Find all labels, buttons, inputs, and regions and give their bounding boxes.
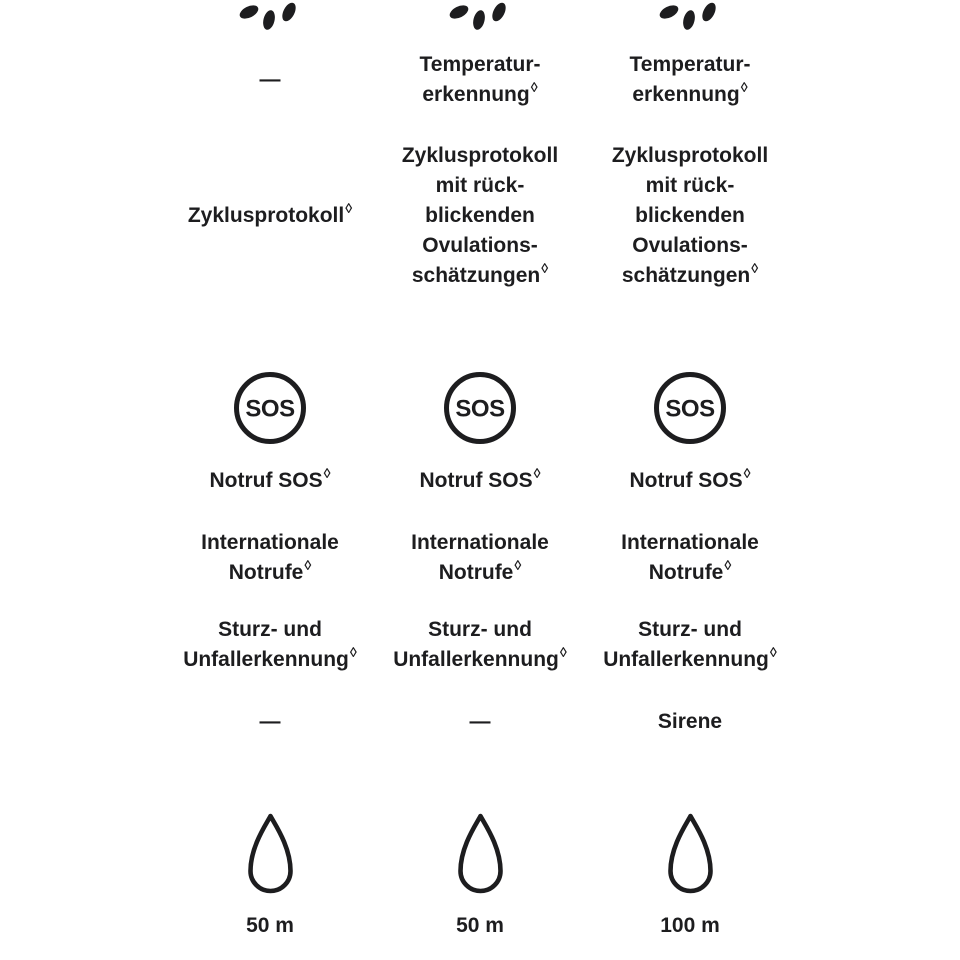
footnote-diamond: ◊ [559, 644, 567, 660]
cycle-tracking-col1 [165, 141, 375, 291]
row-emergency-sos-icon [165, 372, 795, 444]
feature-text: Zyklusprotokoll [401, 144, 559, 167]
feature-text: 50 m [246, 914, 294, 937]
feature-text-line [393, 645, 567, 675]
cycle-tracking-col3 [585, 141, 795, 291]
feature-text: erkennung [422, 83, 530, 106]
footnote-diamond: ◊ [751, 260, 759, 276]
not-available-dash [470, 707, 491, 737]
footnote-diamond: ◊ [541, 260, 549, 276]
feature-text-line [632, 231, 748, 261]
feature-text: Temperatur- [419, 53, 541, 76]
water-drop-icon [666, 813, 715, 895]
sos-circle-icon [654, 372, 726, 444]
feature-text-line [612, 141, 768, 171]
siren-col3 [585, 707, 795, 737]
feature-text-line [635, 201, 745, 231]
feature-text-line [630, 50, 751, 80]
siren-col1 [165, 707, 375, 737]
feature-text: Internationale [201, 531, 339, 554]
feature-text: Notruf SOS [629, 469, 743, 492]
comparison-grid [165, 0, 795, 960]
cycle-tracking-icon-col3 [585, 0, 795, 32]
temperature-sensing-col1 [165, 50, 375, 110]
feature-text-line [439, 558, 522, 588]
feature-text: Unfallerkennung [603, 648, 769, 671]
feature-text: Sturz- und [428, 618, 532, 641]
feature-text-line [419, 466, 540, 496]
feature-text: Sturz- und [218, 618, 322, 641]
feature-text-line [209, 466, 330, 496]
feature-text: Internationale [411, 531, 549, 554]
emergency-sos-col3 [585, 466, 795, 496]
feature-text-line [622, 261, 758, 291]
feature-text-line [422, 80, 537, 110]
footnote-diamond: ◊ [345, 200, 353, 216]
sos-circle-icon [444, 372, 516, 444]
feature-text-line [218, 615, 322, 645]
row-international-emergency-calling [165, 528, 795, 588]
feature-text-line [660, 911, 720, 941]
cycle-petals-icon [238, 0, 302, 32]
not-available-dash [260, 65, 281, 95]
feature-text-line [402, 141, 558, 171]
row-emergency-sos [165, 466, 795, 496]
feature-text-line [649, 558, 732, 588]
feature-text: blickenden [425, 204, 535, 227]
row-cycle-tracking-icon [165, 0, 795, 32]
feature-text: Sirene [657, 710, 723, 733]
feature-text-line [425, 201, 535, 231]
not-available-dash [260, 707, 281, 737]
emergency-sos-icon-col2 [375, 372, 585, 444]
feature-text: schätzungen [621, 264, 751, 287]
emergency-sos-col1 [165, 466, 375, 496]
feature-text-line [632, 80, 747, 110]
feature-text-line [188, 201, 352, 231]
footnote-diamond: ◊ [514, 557, 522, 573]
temperature-sensing-col3 [585, 50, 795, 110]
feature-text: Notrufe [648, 561, 724, 584]
footnote-diamond: ◊ [304, 557, 312, 573]
feature-text: Internationale [621, 531, 759, 554]
row-siren [165, 707, 795, 737]
feature-text: 50 m [456, 914, 504, 937]
footnote-diamond: ◊ [533, 465, 541, 481]
emergency-sos-col2 [375, 466, 585, 496]
feature-text-line [658, 707, 722, 737]
feature-text-line [428, 615, 532, 645]
international-emergency-calling-col1 [165, 528, 375, 588]
feature-text: — [469, 710, 491, 733]
feature-text: Notruf SOS [419, 469, 533, 492]
cycle-petals-icon [448, 0, 512, 32]
footnote-diamond: ◊ [323, 465, 331, 481]
sos-icon-label: SOS [245, 395, 295, 423]
international-emergency-calling-col3 [585, 528, 795, 588]
water-drop-icon [246, 813, 295, 895]
feature-text-line [183, 645, 357, 675]
feature-text: Sturz- und [638, 618, 742, 641]
cycle-tracking-col2 [375, 141, 585, 291]
footnote-diamond: ◊ [530, 79, 538, 95]
feature-text: Unfallerkennung [183, 648, 349, 671]
emergency-sos-icon-col3 [585, 372, 795, 444]
feature-text-line [603, 645, 777, 675]
cycle-tracking-icon-col1 [165, 0, 375, 32]
feature-text: Zyklusprotokoll [611, 144, 769, 167]
feature-text-line [436, 171, 525, 201]
fall-and-crash-detection-col2 [375, 615, 585, 675]
feature-text-line [646, 171, 735, 201]
footnote-diamond: ◊ [743, 465, 751, 481]
feature-text: 100 m [660, 914, 720, 937]
feature-text-line [411, 528, 549, 558]
feature-text: — [259, 68, 281, 91]
feature-text: blickenden [635, 204, 745, 227]
feature-text: mit rück- [645, 174, 735, 197]
water-resistance-icon-col3 [585, 813, 795, 895]
feature-text: Zyklusprotokoll [187, 204, 345, 227]
feature-text-line [201, 528, 339, 558]
water-resistance-depth-col1 [165, 911, 375, 941]
footnote-diamond: ◊ [769, 644, 777, 660]
feature-text-line [229, 558, 312, 588]
feature-text-line [456, 911, 504, 941]
cycle-tracking-icon-col2 [375, 0, 585, 32]
water-drop-icon [456, 813, 505, 895]
fall-and-crash-detection-col3 [585, 615, 795, 675]
feature-text: schätzungen [411, 264, 541, 287]
row-cycle-tracking [165, 141, 795, 291]
feature-text: Temperatur- [629, 53, 751, 76]
water-resistance-icon-col1 [165, 813, 375, 895]
water-resistance-depth-col3 [585, 911, 795, 941]
feature-text: Notruf SOS [209, 469, 323, 492]
feature-text: erkennung [632, 83, 740, 106]
feature-text-line [629, 466, 750, 496]
sos-icon-label: SOS [665, 395, 715, 423]
feature-text: Ovulations- [632, 234, 748, 257]
temperature-sensing-col2 [375, 50, 585, 110]
international-emergency-calling-col2 [375, 528, 585, 588]
feature-text: Notrufe [438, 561, 514, 584]
row-water-resistance-icon [165, 813, 795, 895]
cycle-petals-icon [658, 0, 722, 32]
row-fall-and-crash-detection [165, 615, 795, 675]
feature-text: Notrufe [228, 561, 304, 584]
row-water-resistance-depth [165, 911, 795, 941]
row-temperature-sensing [165, 50, 795, 110]
feature-text-line [638, 615, 742, 645]
sos-circle-icon [234, 372, 306, 444]
feature-text-line [246, 911, 294, 941]
fall-and-crash-detection-col1 [165, 615, 375, 675]
feature-text: — [259, 710, 281, 733]
feature-text-line [422, 231, 538, 261]
feature-text: Unfallerkennung [393, 648, 559, 671]
siren-col2 [375, 707, 585, 737]
feature-text: mit rück- [435, 174, 525, 197]
footnote-diamond: ◊ [740, 79, 748, 95]
water-resistance-depth-col2 [375, 911, 585, 941]
feature-text-line [412, 261, 548, 291]
feature-text-line [420, 50, 541, 80]
feature-text-line [621, 528, 759, 558]
emergency-sos-icon-col1 [165, 372, 375, 444]
sos-icon-label: SOS [455, 395, 505, 423]
feature-text: Ovulations- [422, 234, 538, 257]
footnote-diamond: ◊ [349, 644, 357, 660]
footnote-diamond: ◊ [724, 557, 732, 573]
water-resistance-icon-col2 [375, 813, 585, 895]
